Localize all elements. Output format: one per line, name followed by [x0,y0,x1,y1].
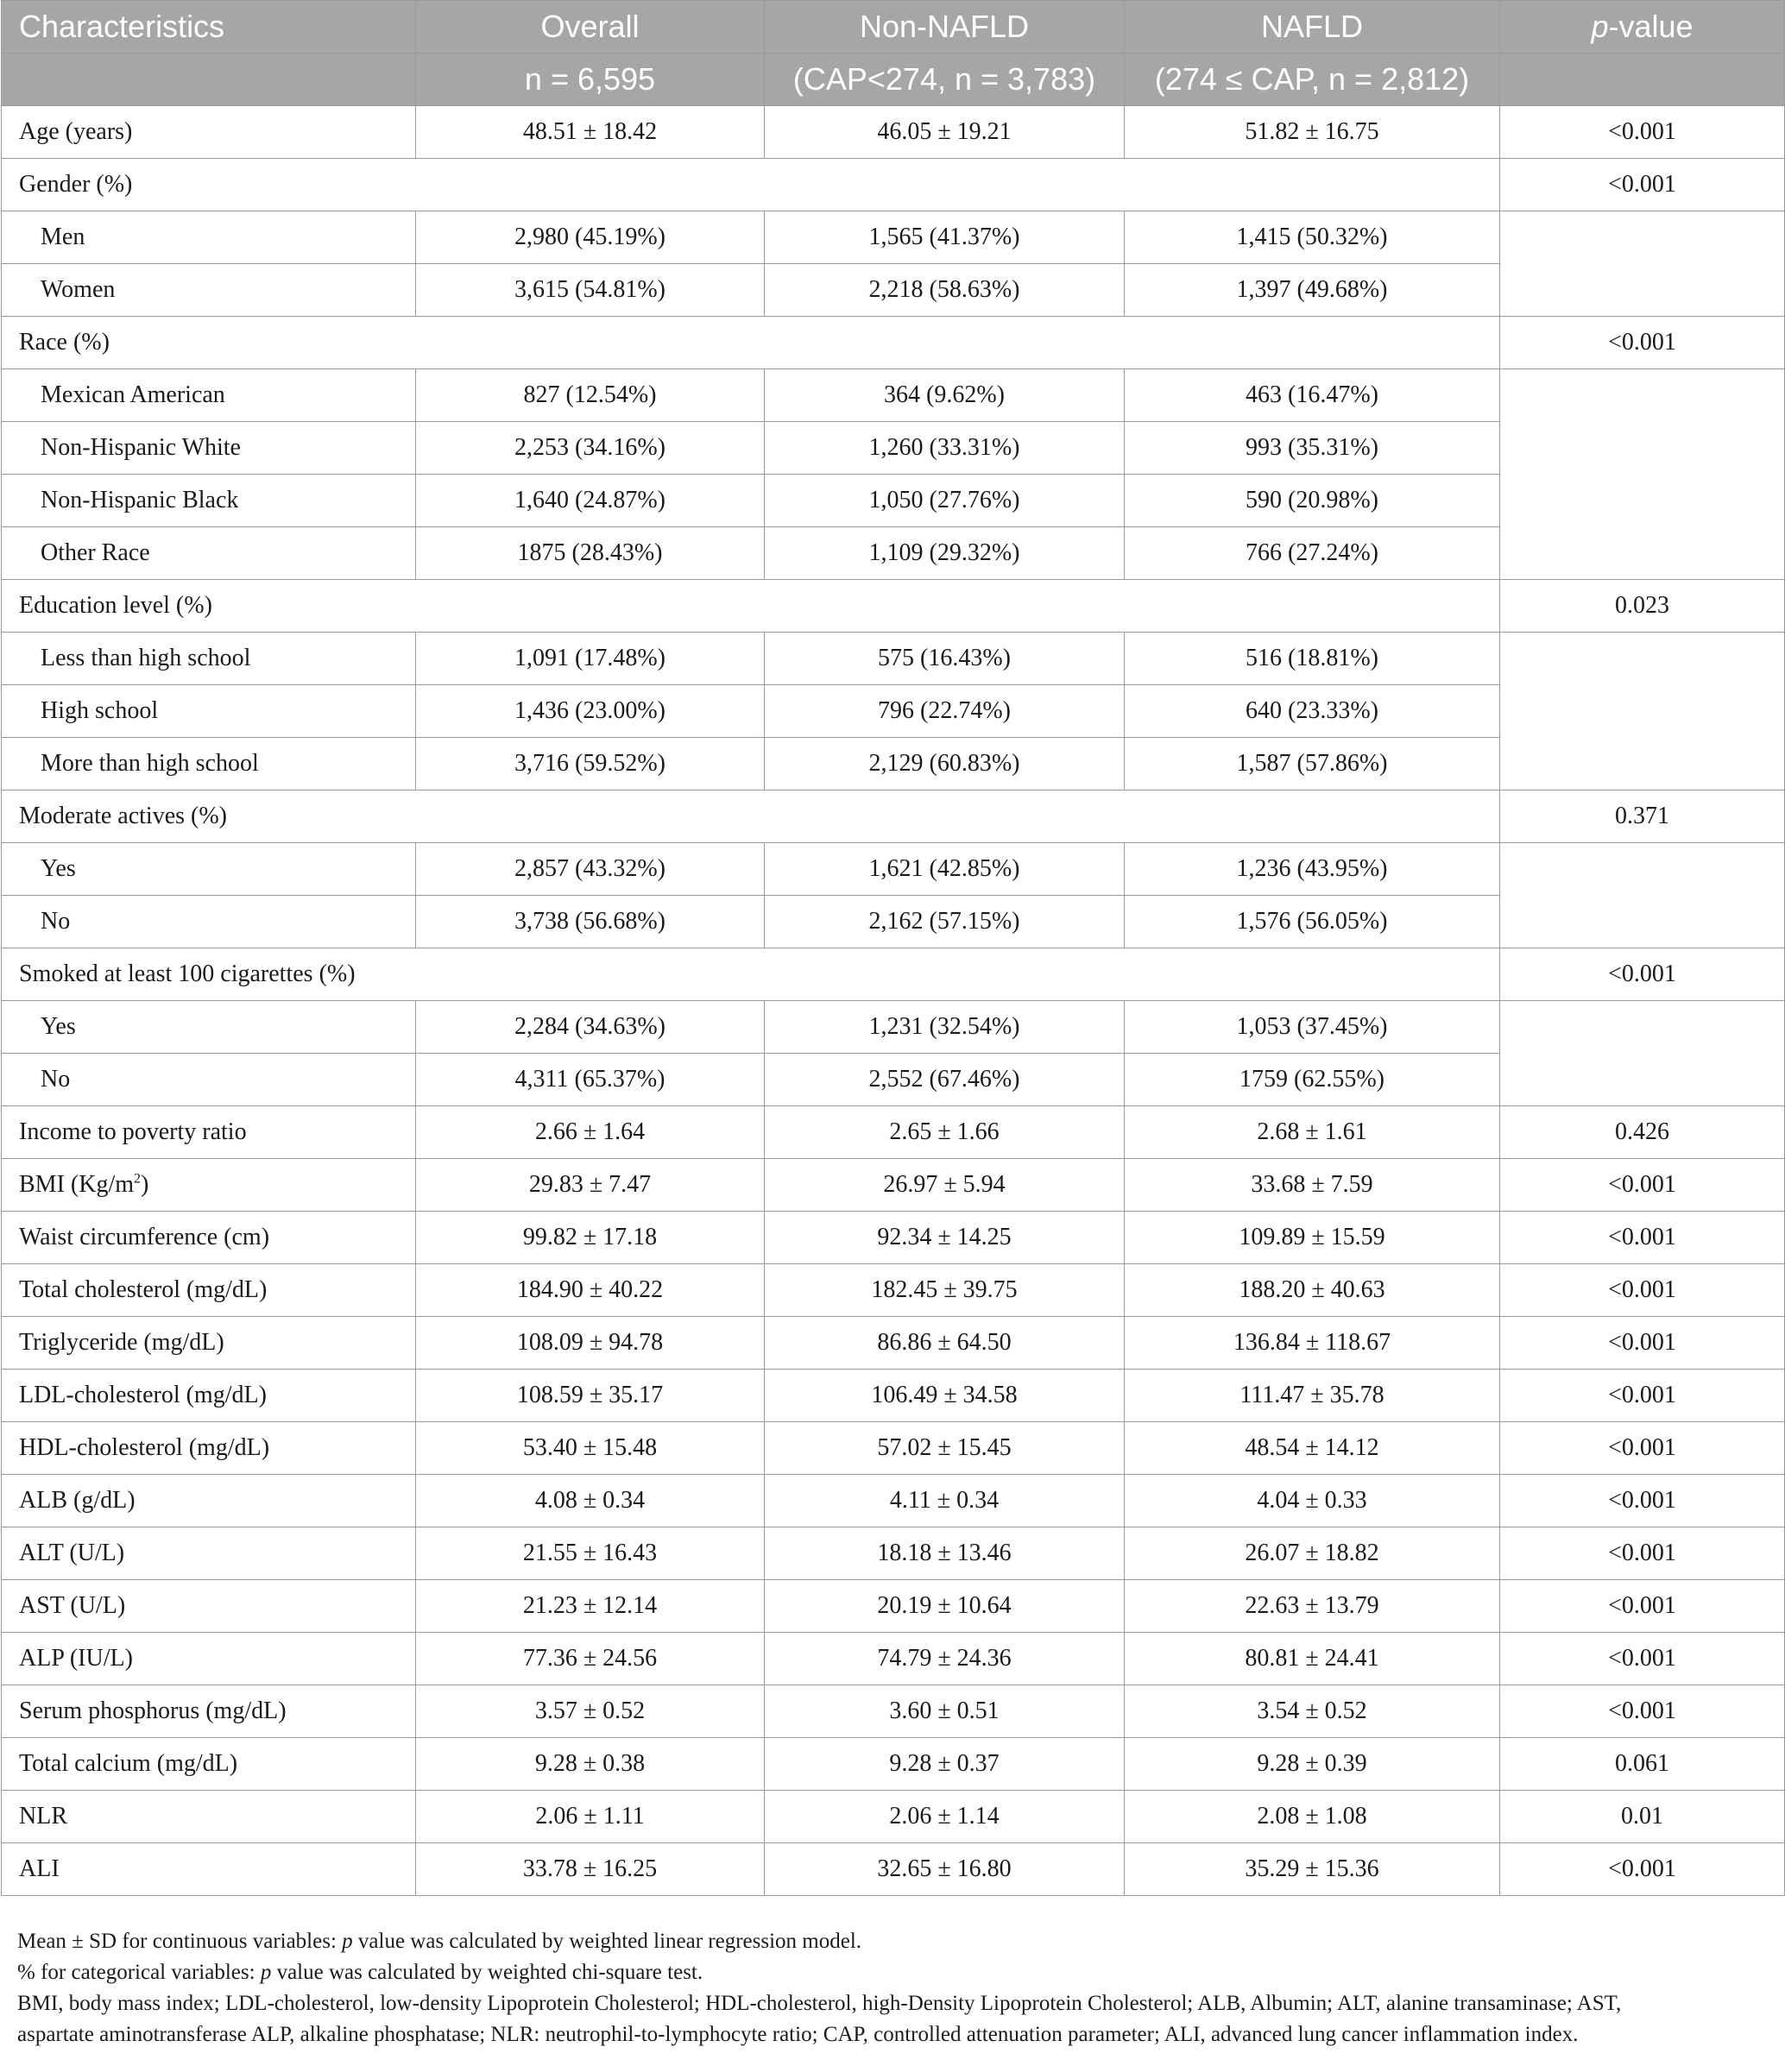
row-label: More than high school [2,738,416,790]
col-overall [416,1,765,54]
cell-non-nafld: 364 (9.62%) [765,369,1125,422]
cell-overall: 21.23 ± 12.14 [416,1580,765,1633]
row-label: Income to poverty ratio [2,1106,416,1159]
cell-non-nafld: 182.45 ± 39.75 [765,1264,1125,1317]
cell-nafld: 33.68 ± 7.59 [1125,1159,1500,1212]
col-nafld-label: NAFLD [1260,9,1364,44]
cell-pvalue: 0.023 [1500,580,1785,633]
row-label: LDL-cholesterol (mg/dL) [2,1370,416,1422]
nafld-cap-label: (274 ≤ CAP, [1154,61,1329,97]
footnote-p: p [342,1930,353,1953]
row-label [2,1159,416,1212]
bmi-label-close: ) [141,1171,149,1198]
cell-pvalue: <0.001 [1500,1580,1785,1633]
characteristics-table [1,0,1785,1896]
cell-non-nafld: 2.65 ± 1.66 [765,1106,1125,1159]
cell-overall: 99.82 ± 17.18 [416,1212,765,1264]
cell-non-nafld: 1,231 (32.54%) [765,1001,1125,1054]
footnote-p: p [260,1961,272,1984]
cell-non-nafld: 2,552 (67.46%) [765,1054,1125,1106]
cell-nafld: 3.54 ± 0.52 [1125,1685,1500,1738]
row-label: AST (U/L) [2,1580,416,1633]
table-row [2,1685,1785,1738]
row-label: Yes [2,1001,416,1054]
cell-overall: 184.90 ± 40.22 [416,1264,765,1317]
header-row [2,1,1785,54]
row-label: High school [2,685,416,738]
cell-non-nafld: 2,218 (58.63%) [765,264,1125,317]
cell-non-nafld: 575 (16.43%) [765,633,1125,685]
row-label: ALB (g/dL) [2,1475,416,1527]
cell-pvalue-empty [1500,843,1785,948]
group-label: Smoked at least 100 cigarettes (%) [2,948,1500,1001]
cell-overall: 33.78 ± 16.25 [416,1843,765,1896]
col-non-nafld [765,1,1125,54]
cell-non-nafld: 92.34 ± 14.25 [765,1212,1125,1264]
table-row [2,1212,1785,1264]
cell-nafld: 463 (16.47%) [1125,369,1500,422]
row-label: Age (years) [2,106,416,159]
cell-non-nafld: 86.86 ± 64.50 [765,1317,1125,1370]
cell-pvalue: 0.371 [1500,790,1785,843]
cell-pvalue: <0.001 [1500,1264,1785,1317]
cell-pvalue: <0.001 [1500,159,1785,211]
group-label: Gender (%) [2,159,1500,211]
col-overall-label: Overall [540,9,640,44]
cell-nafld: 1,053 (37.45%) [1125,1001,1500,1054]
cell-pvalue: <0.001 [1500,1212,1785,1264]
footnote-abbreviations-cont: aspartate aminotransferase ALP, alkaline phosphatase; NLR: neutrophil-to-lymphocyte ratio; CAP, controlled attenuation parameter; ALI, advanced lung cancer inflammation index. [17,2023,1579,2046]
cell-non-nafld: 46.05 ± 19.21 [765,106,1125,159]
table-row [2,580,1785,633]
table-row [2,1633,1785,1685]
cell-nafld: 9.28 ± 0.39 [1125,1738,1500,1791]
cell-overall: 3,615 (54.81%) [416,264,765,317]
cell-non-nafld: 796 (22.74%) [765,685,1125,738]
table-row [2,1843,1785,1896]
table-row [2,106,1785,159]
footnote-text: value was calculated by weighted chi-square test. [271,1961,703,1984]
table-row [2,1264,1785,1317]
cell-nafld: 1,576 (56.05%) [1125,896,1500,948]
cell-pvalue: <0.001 [1500,1422,1785,1475]
cell-overall: 48.51 ± 18.42 [416,106,765,159]
col-non-nafld-n [765,54,1125,106]
cell-pvalue: <0.001 [1500,1370,1785,1422]
cell-non-nafld: 20.19 ± 10.64 [765,1580,1125,1633]
cell-pvalue: <0.001 [1500,948,1785,1001]
footnote-text: value was calculated by weighted linear regression model. [352,1930,862,1953]
cell-nafld: 1,415 (50.32%) [1125,211,1500,264]
cell-nafld: 4.04 ± 0.33 [1125,1475,1500,1527]
cell-nafld: 2.08 ± 1.08 [1125,1791,1500,1843]
cell-non-nafld: 57.02 ± 15.45 [765,1422,1125,1475]
table-row [2,1370,1785,1422]
cell-nafld: 109.89 ± 15.59 [1125,1212,1500,1264]
footnote-abbreviations: BMI, body mass index; LDL-cholesterol, low-density Lipoprotein Cholesterol; HDL-cholesterol, high-Density Lipoprotein Cholesterol; ALB, Albumin; ALT, alanine transaminase; AST, [17,1992,1622,2015]
cell-overall: 2,980 (45.19%) [416,211,765,264]
cell-nafld: 766 (27.24%) [1125,527,1500,580]
col-characteristics [2,1,416,54]
table-row [2,1527,1785,1580]
non-nafld-n-label: n = 3,783) [954,61,1096,97]
row-label: Total calcium (mg/dL) [2,1738,416,1791]
table-row [2,843,1785,896]
cell-non-nafld: 2,129 (60.83%) [765,738,1125,790]
row-label: HDL-cholesterol (mg/dL) [2,1422,416,1475]
cell-overall: 3,716 (59.52%) [416,738,765,790]
overall-n-label: n = 6,595 [524,61,656,97]
table-row [2,1475,1785,1527]
cell-nafld: 590 (20.98%) [1125,475,1500,527]
cell-non-nafld: 1,260 (33.31%) [765,422,1125,475]
footnote-text: % for categorical variables: [17,1961,261,1984]
cell-overall: 21.55 ± 16.43 [416,1527,765,1580]
cell-overall: 2.66 ± 1.64 [416,1106,765,1159]
table-body [2,106,1785,1896]
table-row [2,1738,1785,1791]
bmi-superscript: 2 [134,1171,141,1187]
cell-non-nafld: 1,621 (42.85%) [765,843,1125,896]
row-label: No [2,1054,416,1106]
cell-overall: 3,738 (56.68%) [416,896,765,948]
cell-overall: 4.08 ± 0.34 [416,1475,765,1527]
col-nafld-n [1125,54,1500,106]
cell-non-nafld: 26.97 ± 5.94 [765,1159,1125,1212]
cell-overall: 108.09 ± 94.78 [416,1317,765,1370]
row-label: Triglyceride (mg/dL) [2,1317,416,1370]
cell-overall: 3.57 ± 0.52 [416,1685,765,1738]
cell-pvalue: <0.001 [1500,1159,1785,1212]
table-row [2,633,1785,685]
row-label: Other Race [2,527,416,580]
cell-overall: 29.83 ± 7.47 [416,1159,765,1212]
cell-nafld: 22.63 ± 13.79 [1125,1580,1500,1633]
table-row [2,1001,1785,1054]
cell-nafld: 1,236 (43.95%) [1125,843,1500,896]
cell-pvalue: <0.001 [1500,106,1785,159]
table-row [2,1422,1785,1475]
row-label: Men [2,211,416,264]
table-row [2,369,1785,422]
cell-non-nafld: 18.18 ± 13.46 [765,1527,1125,1580]
table-row [2,211,1785,264]
row-label: ALT (U/L) [2,1527,416,1580]
cell-non-nafld: 3.60 ± 0.51 [765,1685,1125,1738]
table-row [2,317,1785,369]
cell-pvalue: 0.061 [1500,1738,1785,1791]
cell-non-nafld: 4.11 ± 0.34 [765,1475,1125,1527]
cell-pvalue-empty [1500,633,1785,790]
cell-nafld: 80.81 ± 24.41 [1125,1633,1500,1685]
cell-nafld: 993 (35.31%) [1125,422,1500,475]
cell-non-nafld: 2,162 (57.15%) [765,896,1125,948]
row-label: ALP (IU/L) [2,1633,416,1685]
cell-non-nafld: 2.06 ± 1.14 [765,1791,1125,1843]
cell-overall: 2.06 ± 1.11 [416,1791,765,1843]
cell-pvalue: <0.001 [1500,1685,1785,1738]
cell-pvalue: <0.001 [1500,1633,1785,1685]
cell-pvalue-empty [1500,211,1785,317]
header-subrow [2,54,1785,106]
row-label: Non-Hispanic Black [2,475,416,527]
group-label: Education level (%) [2,580,1500,633]
col-pvalue [1500,1,1785,54]
col-overall-n [416,54,765,106]
cell-non-nafld: 9.28 ± 0.37 [765,1738,1125,1791]
cell-non-nafld: 1,050 (27.76%) [765,475,1125,527]
cell-non-nafld: 1,565 (41.37%) [765,211,1125,264]
cell-nafld: 35.29 ± 15.36 [1125,1843,1500,1896]
row-label: Women [2,264,416,317]
cell-nafld: 51.82 ± 16.75 [1125,106,1500,159]
cell-pvalue: <0.001 [1500,1475,1785,1527]
table-row [2,790,1785,843]
table-row [2,1317,1785,1370]
cell-nafld: 188.20 ± 40.63 [1125,1264,1500,1317]
row-label: Less than high school [2,633,416,685]
col-pvalue-rest: -value [1608,9,1694,44]
cell-overall: 53.40 ± 15.48 [416,1422,765,1475]
cell-pvalue: <0.001 [1500,1317,1785,1370]
footnote-categorical [17,1957,1769,1988]
cell-overall: 108.59 ± 35.17 [416,1370,765,1422]
col-non-nafld-label: Non-NAFLD [859,9,1030,44]
cell-non-nafld: 1,109 (29.32%) [765,527,1125,580]
table-header [2,1,1785,106]
col-characteristics-sub [2,54,416,106]
cell-nafld: 26.07 ± 18.82 [1125,1527,1500,1580]
footnote-text: Mean ± SD for continuous variables: [17,1930,343,1953]
cell-overall: 2,857 (43.32%) [416,843,765,896]
cell-overall: 2,284 (34.63%) [416,1001,765,1054]
row-label: Waist circumference (cm) [2,1212,416,1264]
cell-non-nafld: 106.49 ± 34.58 [765,1370,1125,1422]
row-label: ALI [2,1843,416,1896]
col-nafld [1125,1,1500,54]
nafld-n-label: n = 2,812) [1328,61,1470,97]
cell-non-nafld: 32.65 ± 16.80 [765,1843,1125,1896]
table-row [2,948,1785,1001]
cell-pvalue: 0.426 [1500,1106,1785,1159]
footnote-continuous [17,1926,1769,1957]
row-label: NLR [2,1791,416,1843]
cell-pvalue: <0.001 [1500,1843,1785,1896]
cell-nafld: 1,587 (57.86%) [1125,738,1500,790]
row-label: Total cholesterol (mg/dL) [2,1264,416,1317]
cell-nafld: 516 (18.81%) [1125,633,1500,685]
table-row [2,1791,1785,1843]
table-footnotes [17,1926,1769,2050]
table-row [2,159,1785,211]
row-label: No [2,896,416,948]
cell-pvalue-empty [1500,1001,1785,1106]
cell-overall: 1,091 (17.48%) [416,633,765,685]
cell-pvalue-empty [1500,369,1785,580]
table-row [2,1159,1785,1212]
cell-pvalue: <0.001 [1500,317,1785,369]
cell-overall: 2,253 (34.16%) [416,422,765,475]
col-pvalue-sub [1500,54,1785,106]
row-label: Serum phosphorus (mg/dL) [2,1685,416,1738]
row-label: Non-Hispanic White [2,422,416,475]
cell-nafld: 2.68 ± 1.61 [1125,1106,1500,1159]
cell-nafld: 1,397 (49.68%) [1125,264,1500,317]
bmi-label: BMI (Kg/m [19,1171,134,1198]
cell-overall: 1875 (28.43%) [416,527,765,580]
table-row [2,1580,1785,1633]
cell-nafld: 48.54 ± 14.12 [1125,1422,1500,1475]
col-characteristics-label: Characteristics [19,9,225,44]
cell-pvalue: 0.01 [1500,1791,1785,1843]
cell-nafld: 640 (23.33%) [1125,685,1500,738]
col-pvalue-p: p [1591,9,1609,44]
non-nafld-cap-label: (CAP<274, [792,61,955,97]
group-label: Moderate actives (%) [2,790,1500,843]
cell-overall: 1,436 (23.00%) [416,685,765,738]
group-label: Race (%) [2,317,1500,369]
cell-overall: 827 (12.54%) [416,369,765,422]
cell-overall: 77.36 ± 24.56 [416,1633,765,1685]
row-label: Yes [2,843,416,896]
cell-overall: 1,640 (24.87%) [416,475,765,527]
cell-overall: 9.28 ± 0.38 [416,1738,765,1791]
cell-nafld: 1759 (62.55%) [1125,1054,1500,1106]
cell-overall: 4,311 (65.37%) [416,1054,765,1106]
cell-nafld: 111.47 ± 35.78 [1125,1370,1500,1422]
cell-non-nafld: 74.79 ± 24.36 [765,1633,1125,1685]
row-label: Mexican American [2,369,416,422]
cell-nafld: 136.84 ± 118.67 [1125,1317,1500,1370]
table-row [2,1106,1785,1159]
cell-pvalue: <0.001 [1500,1527,1785,1580]
